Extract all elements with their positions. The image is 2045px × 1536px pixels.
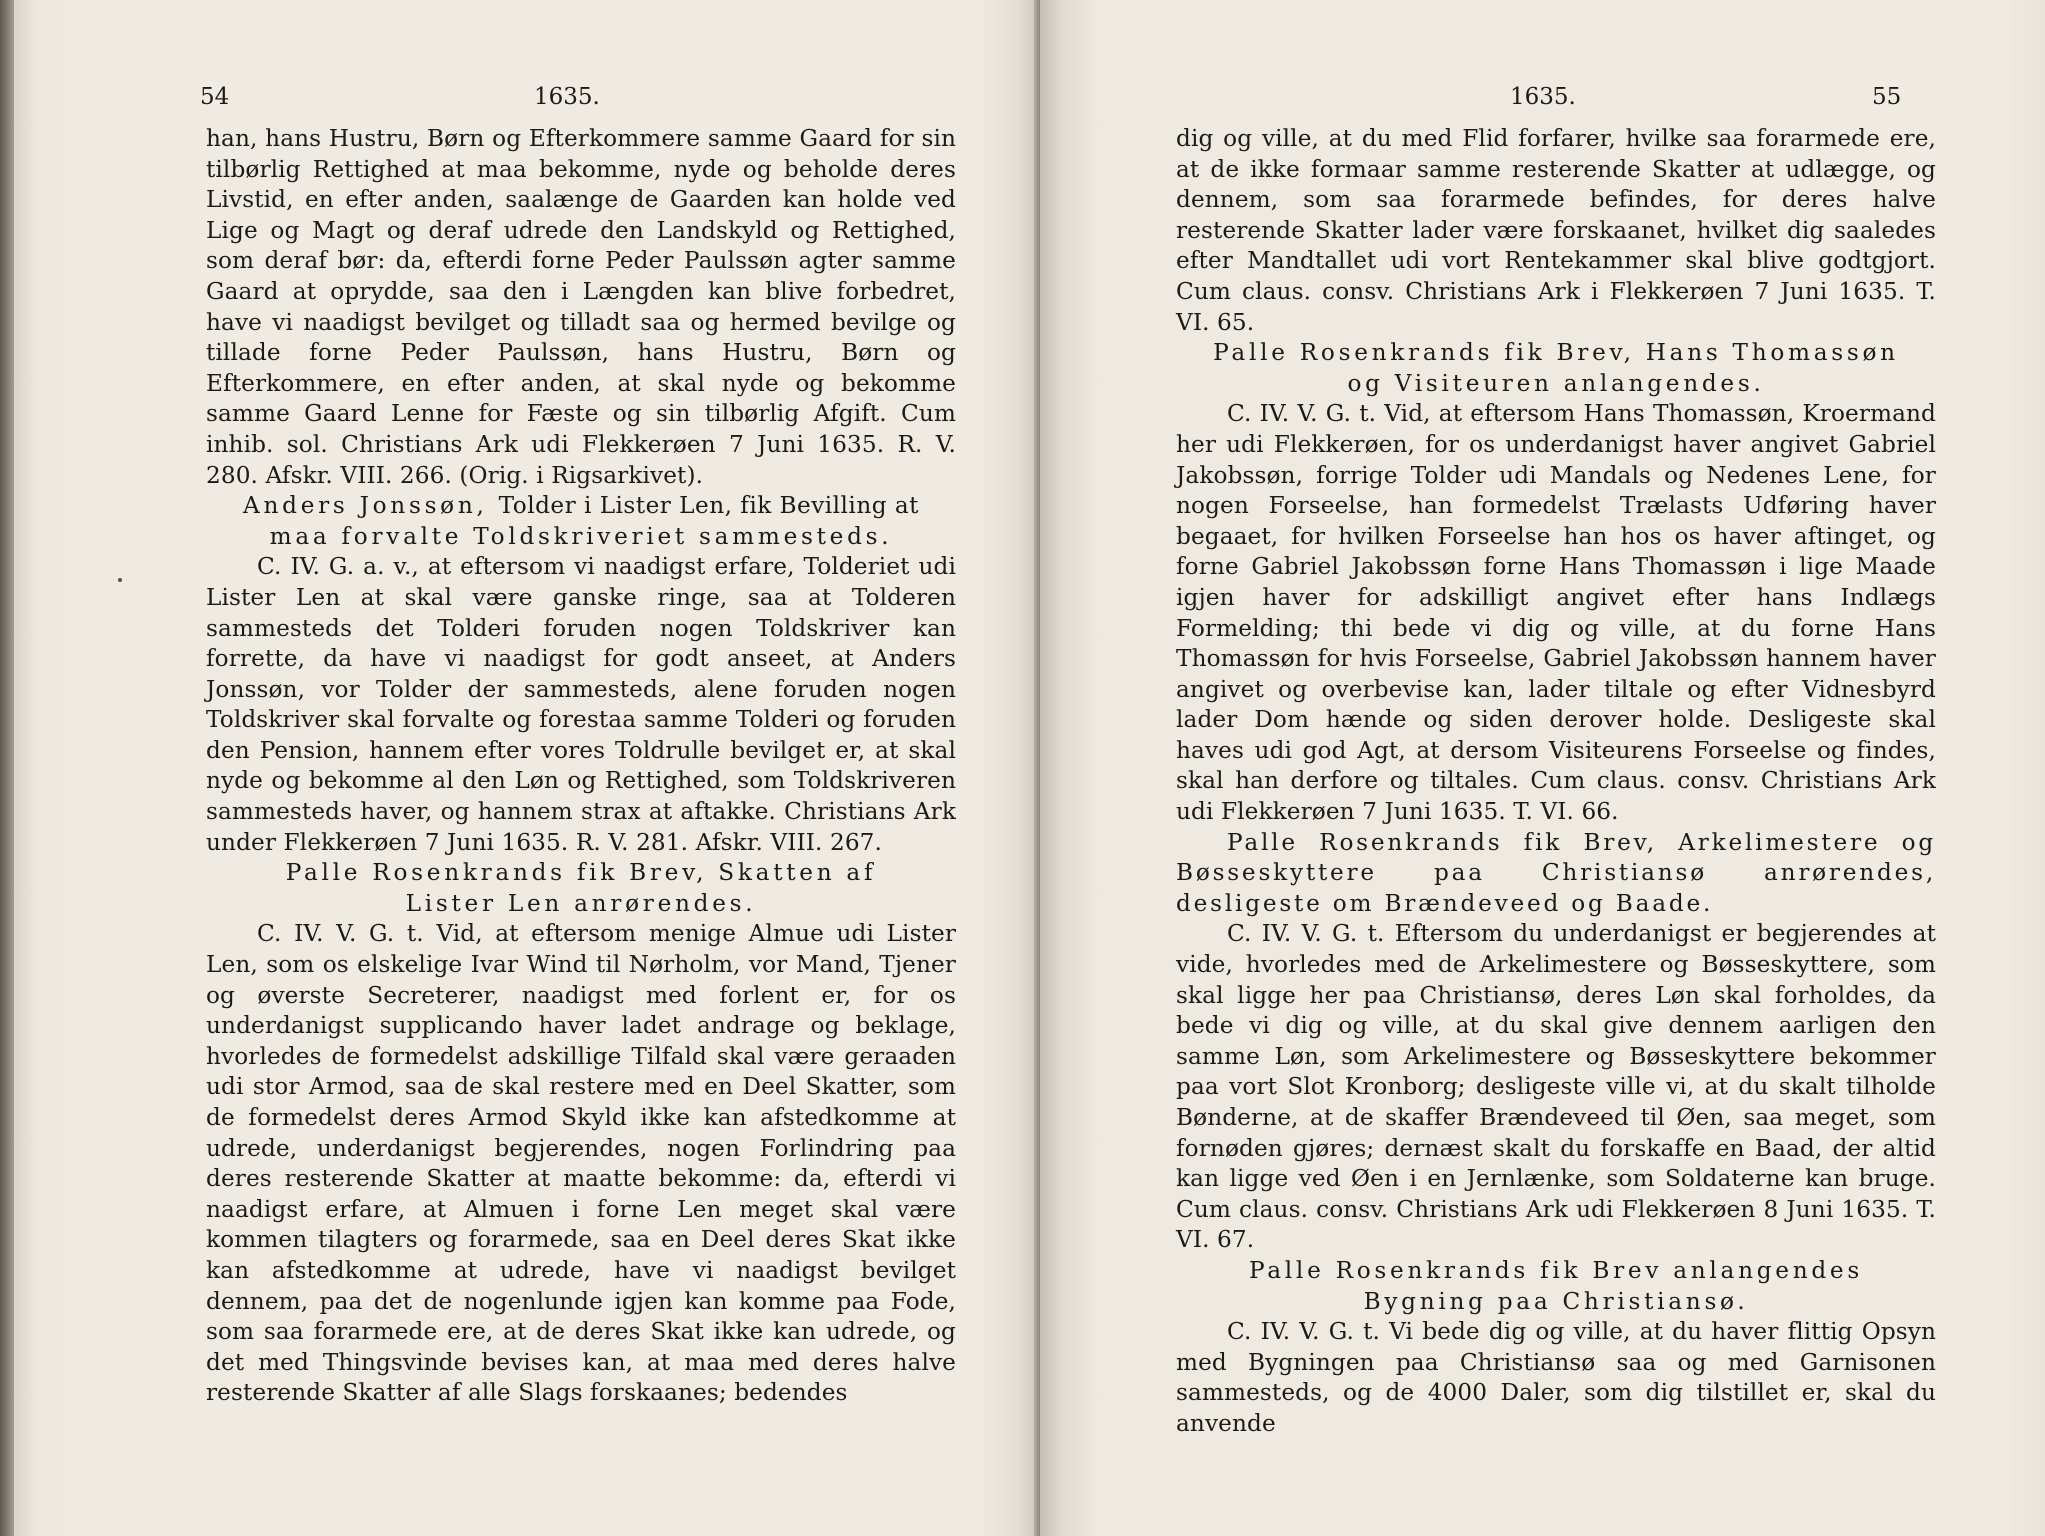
right-paragraph-2: C. IV. V. G. t. Vid, at eftersom Hans Thomassøn, Kroermand her udi Flekkerøen, for os underdanigst haver angivet Gabriel Jakobssøn, forrige Tolder udi Mandals og Nedenes Lene, for nogen Forseelse, han formedelst Trælasts Udføring haver begaaet, for hvilken Forseelse han hos os haver aftinget, og forne Gabriel Jakobssøn forne Hans Thomassøn i lige Maade igjen haver for adskilligt angivet efter hans Indlægs Formelding; thi bede vi dig og ville, at du forne Hans Thomassøn for hvis Forseelse, Gabriel Jakobssøn hannem haver angivet og overbevise kan, lader tiltale og efter Vidnesbyrd lader Dom hænde og siden derover holde. Desligeste skal haves udi god Agt, at dersom Visiteurens Forseelse og findes, skal han derfore og tiltales. Cum claus. consv. Christians Ark udi Flekkerøen 7 Juni 1635. T. VI. 66. [1176, 400, 1936, 826]
right-paragraph-4: C. IV. V. G. t. Vi bede dig og ville, at du haver flittig Opsyn med Bygningen paa Christiansø saa og med Garnisonen sammesteds, og de 4000 Daler, som dig tilstillet er, skal du anvende [1176, 1318, 1936, 1437]
right-heading-3-line1: Palle Rosenkrands fik Brev anlangendes [1249, 1256, 1863, 1284]
right-page-text [1176, 124, 1936, 1440]
left-heading-1-name: Anders Jonssøn, [243, 492, 488, 520]
left-heading-1-rest: Tolder i Lister Len, fik Bevilling at [498, 492, 919, 520]
left-page-text [206, 124, 956, 1409]
right-heading-3-line2: Bygning paa Christiansø. [1363, 1287, 1749, 1315]
left-heading-1-line2: maa forvalte Toldskriveriet sammesteds. [269, 522, 893, 550]
book-edge [0, 0, 14, 1536]
right-heading-2: Palle Rosenkrands fik Brev, Arkelimestere og Bøsseskyttere paa Christiansø anrørendes, desligeste om Brændeveed og Baade. [1176, 828, 1936, 917]
left-page [14, 0, 1040, 1536]
left-heading-2-line2: Lister Len anrørendes. [405, 889, 757, 917]
left-heading-2 [206, 858, 956, 919]
right-paragraph-1: dig og ville, at du med Flid forfarer, hvilke saa forarmede ere, at de ikke formaar samme resterende Skatter at udlægge, og dennem, som saa forarmede befindes, for deres halve resterende Skatter lader være forskaanet, hvilket dig saaledes efter Mandtallet udi vort Rentekammer skal blive godtgjort. Cum claus. consv. Christians Ark i Flekkerøen 7 Juni 1635. T. VI. 65. [1176, 125, 1936, 336]
right-page [1040, 0, 2045, 1536]
right-paragraph-3: C. IV. V. G. t. Eftersom du underdanigst er begjerendes at vide, hvorledes med de Arkelimestere og Bøsseskyttere, som skal ligge her paa Christiansø, deres Løn skal forholdes, da bede vi dig og ville, at du skal give dennem aarligen den samme Løn, som Arkelimestere og Bøsseskyttere bekommer paa vort Slot Kronborg; desligeste ville vi, at du skalt tilholde Bønderne, at de skaffer Brændeveed til Øen, saa meget, som fornøden gjøres; dernæst skalt du forskaffe en Baad, der altid kan ligge ved Øen i en Jernlænke, som Soldaterne kan bruge. Cum claus. consv. Christians Ark udi Flekkerøen 8 Juni 1635. T. VI. 67. [1176, 920, 1936, 1254]
left-paragraph-3: C. IV. V. G. t. Vid, at eftersom menige Almue udi Lister Len, som os elskelige Ivar Wind til Nørholm, vor Mand, Tjener og øverste Secreterer, naadigst med forlent er, for os underdanigst supplicando haver ladet andrage og beklage, hvorledes de formedelst adskillige Tilfald skal være geraaden udi stor Armod, saa de skal restere med en Deel Skatter, som de formedelst deres Armod Skyld ikke kan afstedkomme at udrede, underdanigst begjerendes, nogen Forlindring paa deres resterende Skatter at maatte bekomme: da, efterdi vi naadigst erfare, at Almuen i forne Len meget skal være kommen tilagters og forarmede, saa en Deel deres Skat ikke kan afstedkomme at udrede, have vi naadigst bevilget dennem, paa det de nogenlunde igjen kan komme paa Fode, som saa forarmede ere, at de deres Skat ikke kan udrede, og det med Thingsvinde bevises kan, at maa med deres halve resterende Skatter af alle Slags forskaanes; bedendes [206, 920, 956, 1407]
left-heading-2-line1: Palle Rosenkrands fik Brev, Skatten af [285, 859, 877, 887]
right-heading-1-line1: Palle Rosenkrands fik Brev, Hans Thomassøn [1213, 339, 1899, 367]
left-paragraph-1: han, hans Hustru, Børn og Efterkommere samme Gaard for sin tilbørlig Rettighed at maa bekomme, nyde og beholde deres Livstid, en efter anden, saalænge de Gaarden kan holde ved Lige og Magt og deraf udrede den Landskyld og Rettighed, som deraf bør: da, efterdi forne Peder Paulssøn agter samme Gaard at oprydde, saa den i Længden kan blive forbedret, have vi naadigst bevilget og tilladt saa og hermed bevilge og tillade forne Peder Paulssøn, hans Hustru, Børn og Efterkommere, en efter anden, at skal nyde og bekomme samme Gaard Lenne for Fæste og sin tilbørlig Afgift. Cum inhib. sol. Christians Ark udi Flekkerøen 7 Juni 1635. R. V. 280. Afskr. VIII. 266. (Orig. i Rigsarkivet). [206, 125, 956, 489]
left-year-header: 1635. [534, 84, 600, 110]
left-paragraph-2: C. IV. G. a. v., at eftersom vi naadigst erfare, Tolderiet udi Lister Len at skal være ganske ringe, saa at Tolderen sammesteds det Tolderi foruden nogen Toldskriver kan forrette, da have vi naadigst for godt anseet, at Anders Jonssøn, vor Tolder der sammesteds, alene foruden nogen Toldskriver skal forvalte og forestaa samme Tolderi og foruden den Pension, hannem efter vores Toldrulle bevilget er, at skal nyde og bekomme al den Løn og Rettighed, som Toldskriveren sammesteds haver, og hannem strax at aftakke. Christians Ark under Flekkerøen 7 Juni 1635. R. V. 281. Afskr. VIII. 267. [206, 553, 956, 856]
left-page-number: 54 [200, 84, 230, 110]
left-heading-1 [206, 491, 956, 552]
right-page-number: 55 [1872, 84, 1902, 110]
right-year-header: 1635. [1510, 84, 1576, 110]
margin-dot [118, 578, 122, 582]
right-heading-3 [1176, 1256, 1936, 1317]
right-heading-1-line2: og Visiteuren anlangendes. [1347, 369, 1765, 397]
right-heading-1 [1176, 338, 1936, 399]
